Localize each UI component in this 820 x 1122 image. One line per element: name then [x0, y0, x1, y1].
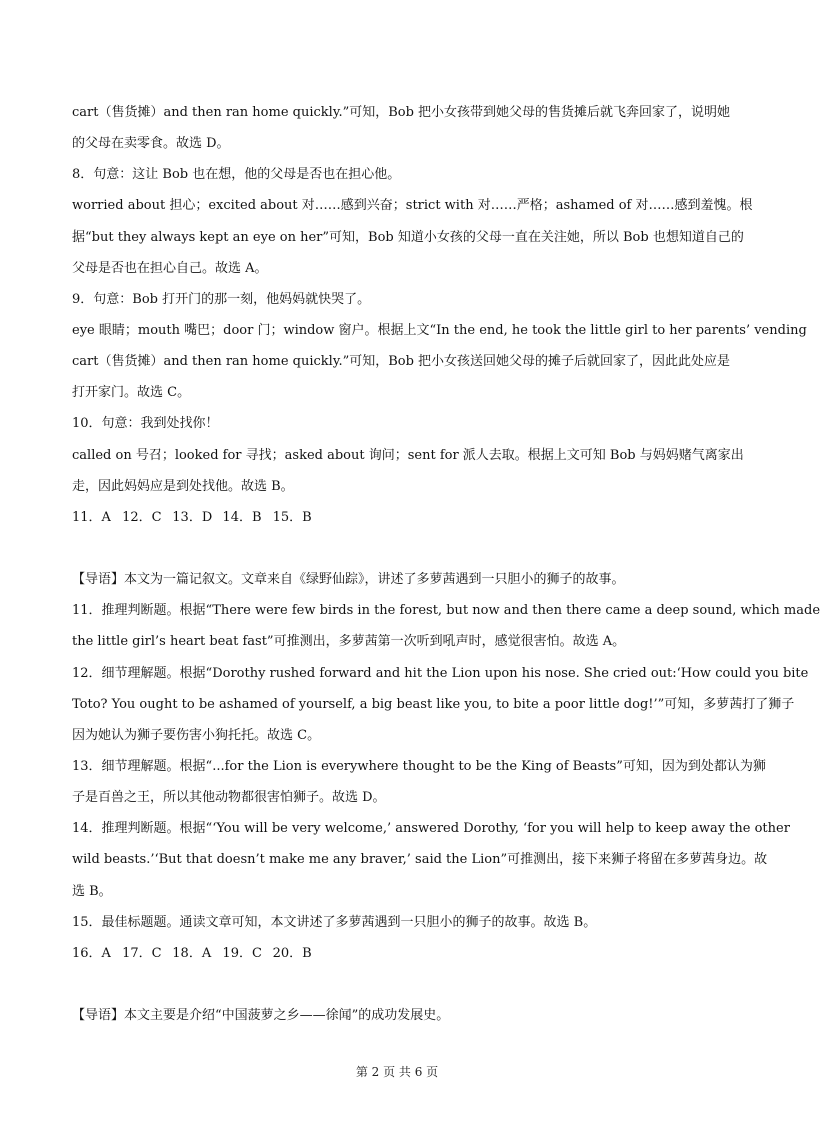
text-line: 13．细节理解题。根据“...for the Lion is everywhere thought to be the King of Beasts”可知，因为到处都认为狮: [72, 759, 766, 774]
answer-item: 18．A: [172, 946, 212, 961]
text-line: 14．推理判断题。根据“‘You will be very welcome,’ answered Dorothy, ‘for you will help to keep away the other: [72, 821, 790, 836]
text-line: eye 眼睛；mouth 嘴巴；door 门；window 窗户。根据上文“In the end, he took the little girl to her parents’ vending: [72, 323, 807, 338]
answer-key-16-20: [72, 944, 732, 964]
text-line: 据“but they always kept an eye on her”可知，Bob 知道小女孩的父母一直在关注她，所以 Bob 也想知道自己的: [72, 230, 744, 245]
text-line: wild beasts.’‘But that doesn’t make me any braver,’ said the Lion”可推测出，接下来狮子将留在多萝茜身边。故: [72, 852, 768, 867]
text-line: 父母是否也在担心自己。故选 A。: [72, 261, 268, 276]
text-line: 因为她认为狮子要伤害小狗托托。故选 C。: [72, 728, 321, 743]
question-10-line: 10．句意：我到处找你！: [72, 416, 219, 431]
text-line: worried about 担心；excited about 对……感到兴奋；strict with 对……严格；ashamed of 对……感到羞愧。根: [72, 198, 753, 213]
text-line: 打开家门。故选 C。: [72, 385, 191, 400]
text-line: 子是百兽之王，所以其他动物都很害怕狮子。故选 D。: [72, 790, 386, 805]
text-line: cart（售货摊）and then ran home quickly.”可知，Bob 把小女孩带到她父母的售货摊后就飞奔回家了，说明她: [72, 105, 731, 120]
text-line: 12．细节理解题。根据“Dorothy rushed forward and hit the Lion upon his nose. She cried out:‘How could you bite: [72, 666, 809, 681]
answer-item: 17．C: [122, 946, 162, 961]
answer-item: 14．B: [222, 510, 262, 525]
text-line: 11．推理判断题。根据“There were few birds in the forest, but now and then there came a deep sound, which made: [72, 603, 820, 618]
text-line: cart（售货摊）and then ran home quickly.”可知，Bob 把小女孩送回她父母的摊子后就回家了，因此此处应是: [72, 354, 731, 369]
answer-item: 12．C: [122, 510, 162, 525]
text-line: 走，因此妈妈应是到处找他。故选 B。: [72, 479, 294, 494]
question-9-line: 9．句意：Bob 打开门的那一刻，他妈妈就快哭了。: [72, 292, 371, 307]
answer-key-11-15: [72, 508, 732, 528]
question-8-line: 8．句意：这让 Bob 也在想，他的父母是否也在担心他。: [72, 167, 401, 182]
text-line: 的父母在卖零食。故选 D。: [72, 136, 230, 151]
answer-item: 19．C: [222, 946, 262, 961]
passage-intro-line: 【导语】本文主要是介绍“中国菠萝之乡——徐闻”的成功发展史。: [72, 1008, 450, 1023]
text-line: Toto? You ought to be ashamed of yourself, a big beast like you, to bite a poor little dog!’”可知，多萝茜打了狮子: [72, 697, 795, 712]
answer-item: 15．B: [272, 510, 312, 525]
text-line: called on 号召；looked for 寻找；asked about 询问；sent for 派人去取。根据上文可知 Bob 与妈妈赌气离家出: [72, 448, 744, 463]
answer-item: 11．A: [72, 510, 111, 525]
text-line: 选 B。: [72, 884, 112, 899]
text-line: the little girl’s heart beat fast”可推测出，多萝茜第一次听到吼声时，感觉很害怕。故选 A。: [72, 634, 626, 649]
answer-item: 13．D: [172, 510, 213, 525]
answer-item: 16．A: [72, 946, 111, 961]
passage-intro-line: 【导语】本文为一篇记叙文。文章来自《绿野仙踪》，讲述了多萝茜遇到一只胆小的狮子的故事。: [72, 572, 625, 587]
page-number-footer: 第 2 页 共 6 页: [355, 1065, 439, 1079]
answer-item: 20．B: [272, 946, 312, 961]
text-line: 15．最佳标题题。通读文章可知，本文讲述了多萝茜遇到一只胆小的狮子的故事。故选 B。: [72, 915, 597, 930]
